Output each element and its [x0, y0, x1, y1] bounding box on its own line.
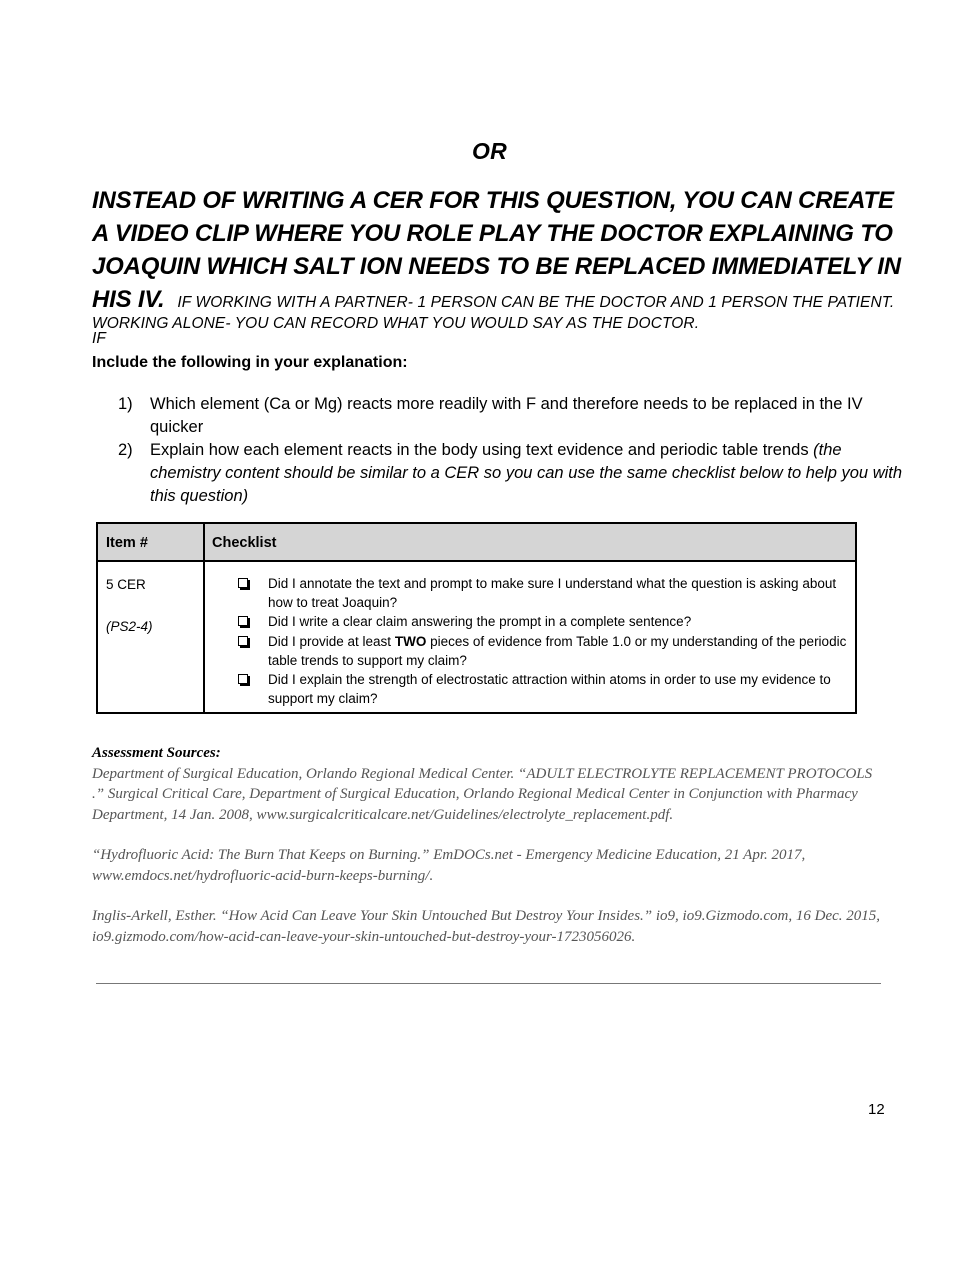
checkbox-icon [238, 674, 248, 684]
instruction-main: INSTEAD OF WRITING A CER FOR THIS QUESTION, YOU CAN CREATE A VIDEO CLIP WHERE YOU ROLE PLAY THE DOCTOR EXPLAINING TO JOAQUIN WHICH SALT ION NEEDS TO BE REPLACED IMMEDIATELY IN HIS IV. [92, 187, 901, 313]
or-heading: OR [471, 138, 508, 164]
checklist-item [238, 574, 848, 612]
checkbox-icon [238, 636, 248, 646]
table-header-row [98, 524, 855, 562]
source-entry: “Hydrofluoric Acid: The Burn That Keeps on Burning.” EmDOCs.net - Emergency Medicine Education, 21 Apr. 2017, www.emdocs.net/hydrofluoric-acid-burn-keeps-burning/. [92, 847, 806, 884]
instruction-alone-note: WORKING ALONE- YOU CAN RECORD WHAT YOU WOULD SAY AS THE DOCTOR. [92, 315, 700, 332]
list-item-number: 1) [118, 395, 133, 413]
checklist-item [238, 612, 848, 631]
explanation-requirements-list [118, 393, 908, 508]
checklist-item [238, 670, 848, 708]
list-item-number: 2) [118, 441, 133, 459]
item-standard: (PS2-4) [106, 619, 153, 634]
header-item-number: Item # [106, 535, 148, 551]
checklist-item-text-cont: pieces of evidence from Table 1.0 or my understanding of the periodic table trends to support my claim? [268, 633, 847, 668]
page-number: 12 [868, 1101, 885, 1118]
checklist-cell [238, 574, 848, 708]
sources-title: Assessment Sources: [92, 745, 221, 761]
table-column-divider [203, 524, 205, 712]
list-item-text-regular: Explain how each element reacts in the body using text evidence and periodic table trends [150, 441, 814, 459]
assessment-sources [92, 743, 882, 947]
instruction-partner-note: IF WORKING WITH A PARTNER- 1 PERSON CAN BE THE DOCTOR AND 1 PERSON THE PATIENT. IF [92, 294, 895, 347]
list-item-text-italic: (the chemistry content should be similar to a CER so you can use the same checklist below to help you with this question) [150, 441, 903, 505]
source-entry: Department of Surgical Education, Orlando Regional Medical Center. “ADULT ELECTROLYTE REPLACEMENT PROTOCOLS .” Surgical Critical Care, Department of Surgical Education, Orlando Regional Medical Center in Conjunction with Pharmacy Department, 14 Jan. 2008, www.surgicalcriticalcare.net/Guidelines/electrolyte_replacement.pdf. [92, 765, 873, 823]
list-item [118, 393, 908, 439]
list-item-text [150, 439, 908, 508]
checklist-item-text: Did I write a clear claim answering the prompt in a complete sentence? [268, 614, 692, 630]
checklist-item-text: Did I provide at least [268, 633, 395, 649]
item-label: 5 CER [106, 577, 146, 592]
source-entry: Inglis-Arkell, Esther. “How Acid Can Leave Your Skin Untouched But Destroy Your Insides.” io9, io9.Gizmodo.com, 16 Dec. 2015, io9.gizmodo.com/how-acid-can-leave-your-skin-untouched-but-destroy-your-1723056026. [92, 908, 881, 945]
checkbox-icon [238, 616, 248, 626]
list-item-text [150, 393, 908, 439]
item-cell [106, 575, 153, 636]
checklist-item-text: Did I annotate the text and prompt to make sure I understand what the question is asking about how to treat Joaquin? [268, 576, 837, 611]
list-item [118, 439, 908, 508]
checklist-table [96, 522, 857, 714]
checklist-item [238, 632, 848, 670]
header-checklist: Checklist [212, 535, 277, 551]
checklist-item-emphasis: TWO [394, 633, 427, 649]
checklist-item-text: Did I explain the strength of electrostatic attraction within atoms in order to use my evidence to support my claim? [268, 672, 831, 707]
list-item-text-regular: Which element (Ca or Mg) reacts more readily with F and therefore needs to be replaced in the IV quicker [150, 395, 863, 436]
horizontal-rule [96, 983, 881, 984]
checkbox-icon [238, 578, 248, 588]
include-heading: Include the following in your explanation: [92, 354, 408, 371]
